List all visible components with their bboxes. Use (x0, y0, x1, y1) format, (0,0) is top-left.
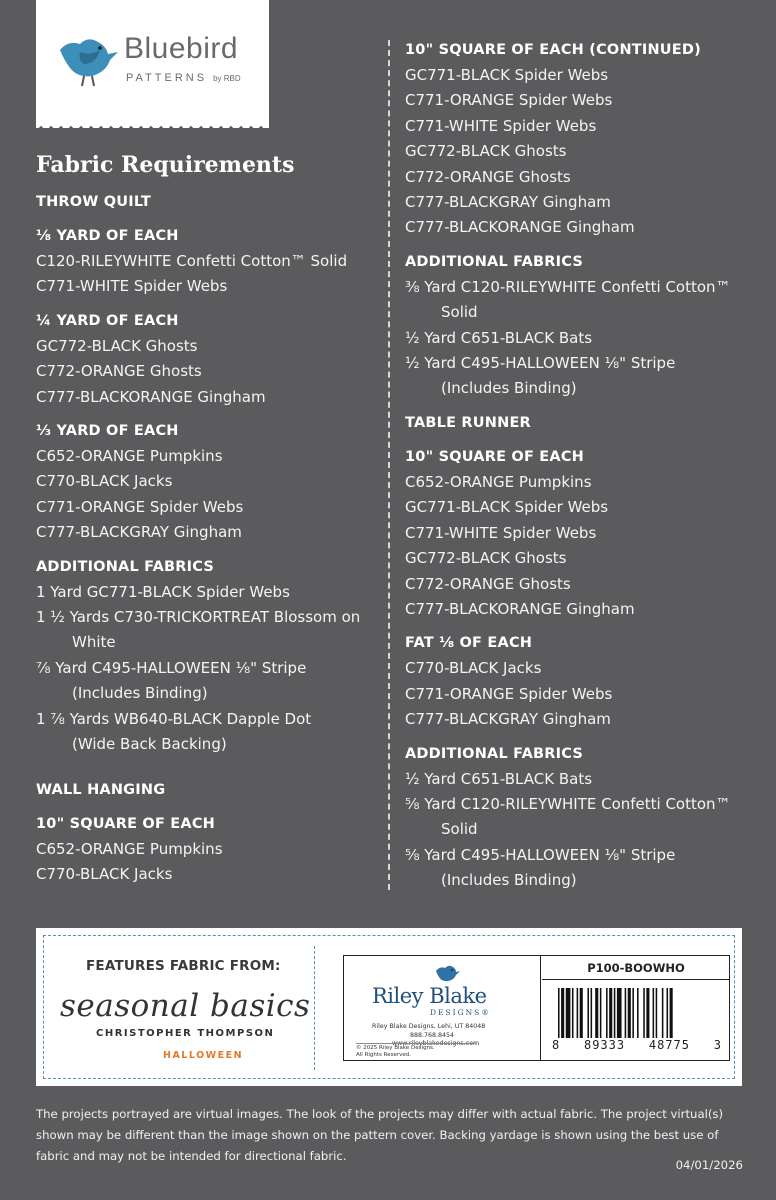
barcode-bar (595, 988, 598, 1038)
barcode-digits: 8 89333 48775 3 (552, 1038, 722, 1052)
barcode (558, 988, 716, 1038)
list-item: C770-BLACK Jacks (405, 659, 542, 678)
season-label: HALLOWEEN (163, 1050, 244, 1061)
barcode-bar (637, 988, 639, 1038)
section-heading: ADDITIONAL FABRICS (405, 745, 583, 762)
list-item: C771-WHITE Spider Webs (405, 523, 597, 542)
section-heading: FAT ⅛ OF EACH (405, 635, 533, 652)
barcode-bar (561, 988, 564, 1038)
publisher-panel (343, 955, 730, 1061)
column-divider (388, 40, 390, 890)
brand-name: Bluebird (124, 32, 239, 65)
list-item: C652-ORANGE Pumpkins (36, 447, 223, 466)
list-item: ½ Yard C651-BLACK Bats (405, 328, 593, 347)
barcode-bar (591, 988, 593, 1038)
list-item: C772-ORANGE Ghosts (36, 362, 202, 381)
barcode-bar (600, 988, 602, 1038)
barcode-bar (670, 988, 673, 1038)
section-heading: ADDITIONAL FABRICS (36, 558, 214, 575)
list-item: 1 Yard GC771-BLACK Spider Webs (36, 582, 290, 601)
list-item: C771-ORANGE Spider Webs (36, 497, 244, 516)
date: 04/01/2026 (675, 1158, 743, 1172)
publisher-address: Riley Blake Designs, Lehi, UT 84048 888.768.8454 www.rileyblakedesigns.com (372, 1023, 486, 1047)
barcode-bar (606, 988, 608, 1038)
list-item: ⅝ Yard C120-RILEYWHITE Confetti Cotton™ Solid (405, 794, 731, 839)
list-item: C771-WHITE Spider Webs (36, 277, 228, 296)
list-item: C772-ORANGE Ghosts (405, 574, 571, 593)
barcode-bar (566, 988, 571, 1038)
barcode-bar (662, 988, 664, 1038)
list-item: ⅞ Yard C495-HALLOWEEN ⅛" Stripe (Includes Binding) (36, 658, 307, 703)
list-item: 1 ½ Yards C730-TRICKORTREAT Blossom on White (36, 608, 361, 652)
list-item: ½ Yard C651-BLACK Bats (405, 769, 593, 788)
publisher-info (344, 956, 541, 1060)
list-item: C771-ORANGE Spider Webs (405, 684, 613, 703)
list-item: GC772-BLACK Ghosts (405, 142, 567, 161)
page-title: Fabric Requirements (36, 152, 295, 178)
section-heading: ⅛ YARD OF EACH (36, 228, 179, 244)
brand-logo-tag (36, 0, 269, 120)
barcode-bar (625, 988, 627, 1038)
section-heading: ADDITIONAL FABRICS (405, 253, 583, 270)
bluebird-icon (54, 30, 122, 88)
barcode-bar (628, 988, 631, 1038)
barcode-bar (580, 988, 583, 1038)
list-item: GC771-BLACK Spider Webs (405, 498, 609, 517)
left-column (36, 150, 376, 887)
brand-sub: PATTERNS by RBD (126, 72, 241, 84)
list-item: GC772-BLACK Ghosts (405, 549, 567, 568)
barcode-bar (643, 988, 645, 1038)
list-item: 1 ⅞ Yards WB640-BLACK Dapple Dot (Wide Back Backing) (36, 709, 312, 754)
barcode-bar (609, 988, 612, 1038)
barcode-bar (587, 988, 589, 1038)
section-heading: ⅓ YARD OF EACH (36, 423, 179, 440)
wall-hanging-heading: WALL HANGING (36, 781, 166, 798)
list-item: GC771-BLACK Spider Webs (405, 66, 609, 84)
list-item: C770-BLACK Jacks (36, 864, 173, 883)
list-item: C770-BLACK Jacks (36, 472, 173, 491)
list-item: C777-BLACKORANGE Gingham (405, 218, 635, 237)
footer-divider (314, 946, 315, 1070)
barcode-bar (614, 988, 616, 1038)
list-item: C772-ORANGE Ghosts (405, 167, 571, 186)
list-item: C777-BLACKORANGE Gingham (36, 387, 266, 406)
barcode-bar (558, 988, 560, 1038)
copyright: © 2025 Riley Blake Designs. All Rights Reserved. (356, 1043, 476, 1059)
features-fabric-box (36, 928, 742, 1086)
designer-name: CHRISTOPHER THOMPSON (96, 1028, 275, 1039)
list-item: GC772-BLACK Ghosts (36, 336, 198, 355)
features-label: FEATURES FABRIC FROM: (86, 958, 281, 974)
list-item: C777-BLACKGRAY Gingham (405, 710, 611, 729)
collection-name: seasonal basics (60, 988, 311, 1024)
barcode-bar (572, 988, 574, 1038)
barcode-bar (667, 988, 669, 1038)
list-item: C771-WHITE Spider Webs (405, 116, 597, 135)
barcode-bar (653, 988, 655, 1038)
section-heading: 10" SQUARE OF EACH (36, 815, 216, 832)
list-item: C771-ORANGE Spider Webs (405, 91, 613, 110)
publisher-logo-text: Riley Blake (372, 984, 487, 1008)
section-heading: ¼ YARD OF EACH (36, 312, 179, 329)
product-code: P100-BOOWHO (542, 956, 730, 980)
list-item: C652-ORANGE Pumpkins (36, 839, 223, 858)
barcode-bar (646, 988, 649, 1038)
list-item: C777-BLACKORANGE Gingham (405, 599, 635, 618)
list-item: ½ Yard C495-HALLOWEEN ⅛" Stripe (Includes Binding) (405, 354, 676, 398)
list-item: ⅜ Yard C120-RILEYWHITE Confetti Cotton™ Solid (405, 277, 731, 322)
barcode-bar (577, 988, 579, 1038)
table-runner-heading: TABLE RUNNER (405, 414, 531, 431)
barcode-bar (632, 988, 634, 1038)
list-item: C120-RILEYWHITE Confetti Cotton™ Solid (36, 252, 348, 270)
throw-quilt-heading: THROW QUILT (36, 194, 151, 210)
list-item: C777-BLACKGRAY Gingham (36, 523, 242, 542)
right-column (405, 38, 765, 894)
barcode-bar (656, 988, 658, 1038)
list-item: C652-ORANGE Pumpkins (405, 472, 592, 491)
section-heading: 10" SQUARE OF EACH (405, 448, 585, 465)
list-item: C777-BLACKGRAY Gingham (405, 193, 611, 212)
list-item: ⅝ Yard C495-HALLOWEEN ⅛" Stripe (Includes Binding) (405, 845, 676, 890)
publisher-logo-sub: DESIGNS® (430, 1008, 491, 1017)
product-barcode-area (542, 956, 730, 1060)
barcode-bar (617, 988, 622, 1038)
riley-blake-bird-icon (434, 962, 460, 984)
disclaimer: The projects portrayed are virtual images. The look of the projects may differ with actual fabric. The project virtual(s) shown may be different than the image shown on the pattern cover. Backing yardage is shown using the best use of fabric and may not be intended for directional fabric. (36, 1107, 724, 1163)
section-heading: 10" SQUARE OF EACH (CONTINUED) (405, 42, 701, 58)
